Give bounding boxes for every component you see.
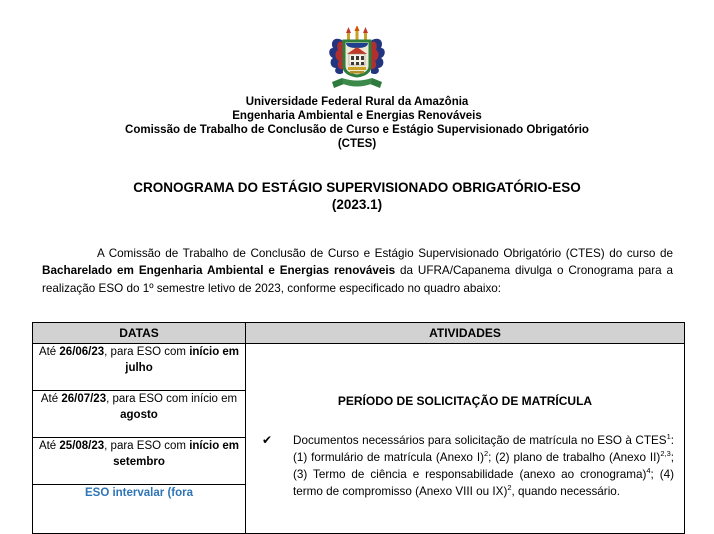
footnote-ref: 2 [483, 449, 489, 459]
bullet-seg: ; (2) plano de trabalho (Anexo II) [488, 451, 661, 464]
institution-header [0, 95, 714, 151]
activities-cell [246, 344, 685, 534]
logo-container [0, 26, 714, 92]
activities-bullet-text [293, 432, 674, 500]
date-middle: , para ESO com [104, 440, 190, 452]
date-emphasis: início em setembro [113, 440, 240, 468]
date-cell-september [33, 438, 246, 485]
checkmark-icon: ✔ [262, 433, 273, 447]
bullet-seg: Documentos necessários para solicitação de matrícula no ESO à CTES [293, 434, 667, 447]
university-name: Universidade Federal Rural da Amazônia [245, 96, 469, 108]
footnote-ref: 4 [646, 466, 651, 476]
bullet-seg: , quando necessário. [511, 485, 621, 498]
header-cell-datas: DATAS [33, 323, 246, 344]
title-line-1: CRONOGRAMA DO ESTÁGIO SUPERVISIONADO OBRIGATÓRIO-ESO [133, 180, 581, 195]
intro-paragraph [42, 245, 673, 298]
footnote-ref: 2,3 [660, 449, 671, 459]
date-middle: , para ESO com início em [106, 393, 238, 405]
bullet-seg: : (1) formulário de matrícula (Anexo I) [293, 434, 674, 464]
date-emphasis: agosto [120, 409, 158, 421]
date-middle: , para ESO com [104, 346, 190, 358]
table-row [33, 344, 685, 391]
date-cell-july [33, 344, 246, 391]
bullet-seg: ; (3) Termo de ciência e responsabilidade (anexo ao cronograma) [293, 451, 674, 481]
shield [344, 41, 370, 76]
date-value: 26/07/23 [61, 393, 107, 405]
torch-icons [346, 26, 368, 41]
header-cell-atividades: ATIVIDADES [246, 323, 685, 344]
title-line-2: (2023.1) [331, 197, 383, 212]
course-name: Engenharia Ambiental e Energias Renováveis [232, 110, 482, 122]
eso-intervalar-text: ESO intervalar (fora [84, 487, 193, 499]
document-title [0, 179, 714, 213]
date-cell-intervalar [33, 485, 246, 534]
bullet-seg: ; (4) termo de compromisso (Anexo VIII ou IX) [293, 468, 675, 498]
date-value: 26/06/23 [59, 346, 105, 358]
table-header-row [33, 323, 685, 344]
date-prefix: Até [40, 393, 62, 405]
ufra-crest-icon [320, 26, 394, 92]
footnote-ref: 1 [666, 432, 671, 442]
date-prefix: Até [38, 440, 60, 452]
date-prefix: Até [38, 346, 60, 358]
commission-name: Comissão de Trabalho de Conclusão de Curso e Estágio Supervisionado Obrigatório [125, 124, 589, 136]
ribbon-banner [332, 78, 382, 88]
intro-text-2: da UFRA/Capanema divulga o Cronograma para a realização ESO do 1º semestre letivo de 2023, conforme especificado no quadro abaixo: [42, 264, 674, 295]
commission-acronym: (CTES) [337, 138, 377, 150]
footnote-ref: 2 [507, 483, 512, 493]
activities-bullet-item [246, 432, 684, 500]
date-emphasis: início em julho [125, 346, 240, 374]
schedule-table [32, 322, 685, 534]
intro-course-bold: Bacharelado em Engenharia Ambiental e Energias renováveis [42, 264, 396, 278]
intro-text-1: A Comissão de Trabalho de Conclusão de Curso e Estágio Supervisionado Obrigatório (CTES) do curso de [97, 246, 673, 260]
date-value: 25/08/23 [59, 440, 105, 452]
activities-heading: PERÍODO DE SOLICITAÇÃO DE MATRÍCULA [337, 394, 593, 408]
date-cell-august [33, 391, 246, 438]
